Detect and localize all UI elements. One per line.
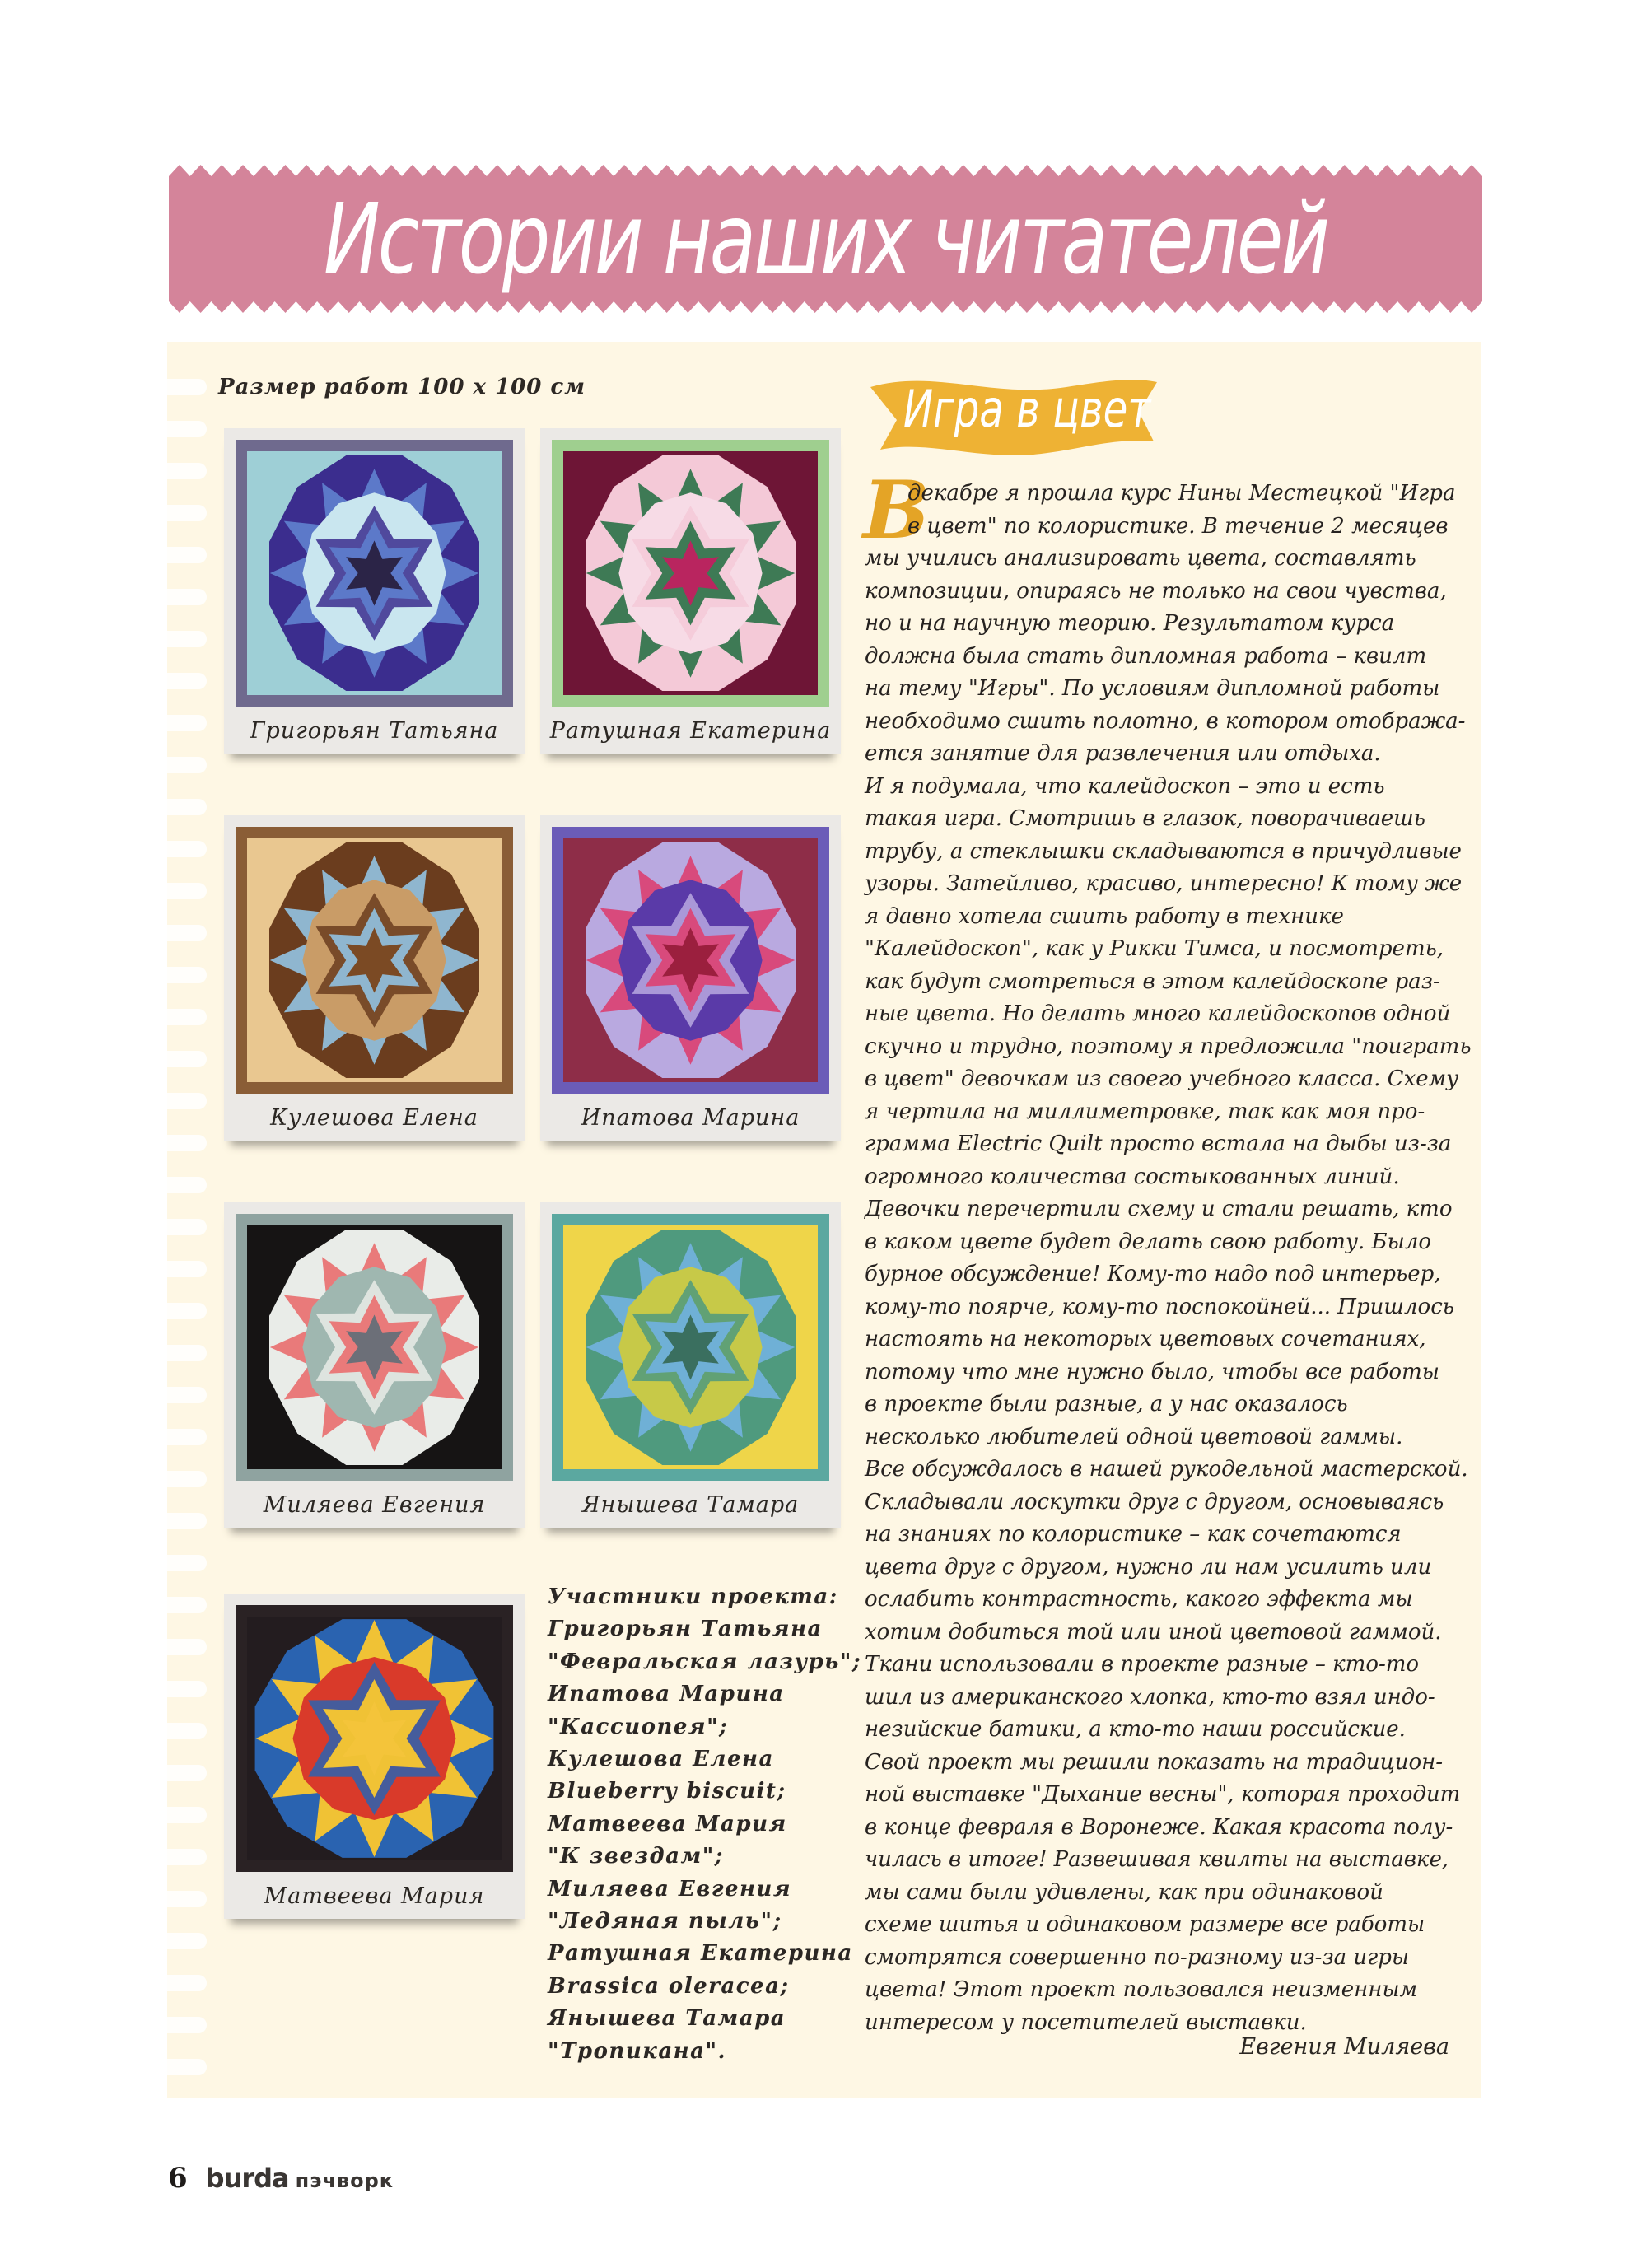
notebook-tab [167, 1639, 207, 1655]
notebook-tab [167, 883, 207, 899]
participant-line: Янышева Тамара [548, 2006, 786, 2032]
article-line: Свой проект мы решили показать на традицион- [865, 1749, 1444, 1775]
notebook-tab [167, 1513, 207, 1529]
brand-logo: burda [205, 2163, 289, 2194]
quilt-author: Кулешова Елена [270, 1105, 478, 1131]
notebook-tab [167, 1009, 207, 1025]
quilt-card [540, 428, 841, 754]
notebook-tab [167, 1849, 207, 1865]
article-line: мы учились анализировать цвета, составлять [865, 546, 1416, 571]
article-line: потому что мне нужно было, чтобы все работы [865, 1359, 1439, 1384]
quilt-photo [552, 827, 829, 1094]
notebook-tab [167, 1303, 207, 1319]
participant-line: Ратушная Екатерина [548, 1941, 853, 1967]
article-line: в конце февраля в Воронеже. Какая красота полу- [865, 1814, 1453, 1840]
article-line: на знаниях по колористике – как сочетаются [865, 1522, 1402, 1547]
article-line: на тему "Игры". По условиям дипломной работы [865, 676, 1440, 701]
article-line: как будут смотреться в этом калейдоскопе раз- [865, 968, 1440, 994]
article-line: кому-то поярче, кому-то поспокойней... Пришлось [865, 1294, 1454, 1319]
participants-heading: Участники проекта: [548, 1584, 838, 1609]
quilt-card [224, 1202, 525, 1528]
participant-line: Blueberry biscuit; [548, 1779, 786, 1804]
article-line: настоять на некоторых цветовых сочетаниях, [865, 1327, 1426, 1351]
article-line: но и на научную теорию. Результатом курса [865, 611, 1395, 636]
participant-line: Григорьян Татьяна [548, 1617, 823, 1642]
quilt-card [540, 815, 841, 1141]
notebook-tab [167, 1429, 207, 1445]
article-line: ослабить контрастность, какого эффекта мы [865, 1587, 1413, 1612]
article-line: Девочки перечертили схему и стали решать, кто [865, 1197, 1453, 1221]
article-line: цвета друг с другом, нужно ли нам усилить или [865, 1554, 1432, 1580]
quilt-pattern [552, 440, 829, 707]
article-line: композиции, опираясь не только на свои чувства, [865, 578, 1447, 604]
quilt-photo [236, 440, 513, 707]
notebook-tab [167, 673, 207, 689]
article-line: шил из американского хлопка, кто-то взял индо- [865, 1684, 1435, 1710]
participant-line: "Ледяная пыль"; [548, 1909, 782, 1934]
article-line: ной выставке "Дыхание весны", которая проходит [865, 1782, 1461, 1807]
article-line: скучно и трудно, поэтому я предложила "поиграть [865, 1034, 1472, 1059]
quilt-card [540, 1202, 841, 1528]
notebook-tab [167, 1387, 207, 1403]
quilt-pattern [236, 440, 513, 707]
article-line: грамма Electric Quilt просто встала на дыбы из-за [865, 1132, 1452, 1156]
notebook-tab [167, 841, 207, 857]
notebook-tab [167, 1345, 207, 1361]
article-line: бурное обсуждение! Кому-то надо под интерьер, [865, 1262, 1441, 1286]
page-footer [168, 2162, 394, 2195]
article-line: узоры. Затейливо, красиво, интересно! К тому же [865, 871, 1463, 896]
notebook-tab [167, 379, 207, 395]
quilt-photo [236, 827, 513, 1094]
article-line: я чертила на миллиметровке, так как моя про- [865, 1099, 1425, 1124]
article-line: трубу, а стеклышки складываются в причудливые [865, 838, 1462, 864]
page-number: 6 [168, 2162, 188, 2195]
brand-subtitle: пэчворк [295, 2169, 394, 2192]
notebook-tab [167, 715, 207, 731]
article-line: интересом у посетителей выставки. [865, 2009, 1307, 2035]
quilt-author: Миляева Евгения [263, 1492, 486, 1518]
participant-line: "Февральская лазурь"; [548, 1649, 862, 1674]
quilt-pattern [236, 827, 513, 1094]
notebook-tab [167, 1933, 207, 1949]
article-line: декабре я прошла курс Нины Местецкой "Игра [907, 481, 1456, 506]
article-line: мы сами были удивлены, как при одинаковой [865, 1879, 1383, 1905]
article-line: несколько любителей одной цветовой гаммы. [865, 1424, 1403, 1449]
page-title: Истории наших читателей [323, 182, 1327, 296]
article-line: хотим добиться той или иной цветовой гаммой. [865, 1619, 1442, 1645]
notebook-tab [167, 1135, 207, 1151]
notebook-tab [167, 1723, 207, 1739]
quilt-card [224, 1594, 525, 1919]
participant-line: Кулешова Елена [548, 1747, 774, 1772]
participant-line: Brassica oleracea; [548, 1973, 790, 1999]
section-ribbon [861, 369, 1165, 468]
notebook-tab [167, 1765, 207, 1781]
article-line: необходимо сшить полотно, в котором отобража- [865, 708, 1466, 734]
article-line: такая игра. Смотришь в глазок, поворачиваешь [865, 806, 1425, 831]
participant-line: Матвеева Мария [548, 1811, 787, 1836]
notebook-tab [167, 1219, 207, 1235]
notebook-tab [167, 1555, 207, 1571]
notebook-tab [167, 1261, 207, 1277]
quilt-card [224, 428, 525, 754]
quilt-author: Григорьян Татьяна [250, 718, 499, 744]
article-line: Складывали лоскутки друг с другом, основываясь [865, 1489, 1444, 1514]
notebook-tab [167, 421, 207, 437]
article-line: в цвет" по колористике. В течение 2 месяцев [907, 513, 1449, 539]
quilt-pattern [236, 1605, 513, 1872]
notebook-tab [167, 631, 207, 647]
article-line: Все обсуждалось в нашей рукодельной мастерской. [865, 1457, 1468, 1482]
quilt-photo [552, 440, 829, 707]
article-line: в каком цвете будет делать свою работу. Было [865, 1229, 1432, 1254]
article-line: в проекте были разные, а у нас оказалось [865, 1392, 1348, 1416]
article-line: ные цвета. Но делать много калейдоскопов одной [865, 1001, 1451, 1026]
notebook-tab [167, 1177, 207, 1193]
quilt-photo [236, 1214, 513, 1481]
participants-list [548, 1581, 861, 2068]
notebook-tab [167, 1051, 207, 1067]
article-line: незийские батики, а кто-то наши российские. [865, 1717, 1406, 1742]
quilt-author: Ипатова Марина [581, 1105, 800, 1131]
notebook-tab [167, 1093, 207, 1109]
size-note: Размер работ 100 х 100 см [218, 375, 586, 399]
notebook-tab [167, 1597, 207, 1613]
notebook-tab [167, 547, 207, 563]
article-line: чилась в итоге! Развешивая квилты на выставке, [865, 1847, 1449, 1872]
participant-line: "Тропикана". [548, 2038, 727, 2064]
notebook-tabs [167, 354, 208, 2084]
participant-line: Ипатова Марина [548, 1682, 785, 1707]
article-line: ется занятие для развлечения или отдыха. [865, 741, 1381, 766]
notebook-tab [167, 967, 207, 983]
participant-line: Миляева Евгения [548, 1876, 792, 1902]
quilt-photo [236, 1605, 513, 1872]
article-line: Ткани использовали в проекте разные – кто-то [865, 1652, 1420, 1677]
quilt-pattern [552, 1214, 829, 1481]
notebook-tab [167, 799, 207, 815]
article-line: И я подумала, что калейдоскоп – это и есть [865, 773, 1385, 799]
notebook-tab [167, 1807, 207, 1823]
quilt-author: Ратушная Екатерина [549, 718, 832, 744]
notebook-tab [167, 1471, 207, 1487]
article-signature: Евгения Миляева [1239, 2034, 1449, 2060]
drop-cap: В [863, 464, 931, 557]
quilt-author: Янышева Тамара [581, 1492, 800, 1518]
article-body [863, 464, 1472, 2039]
article-line: в цвет" девочкам из своего учебного класса. Схему [865, 1066, 1459, 1091]
quilt-pattern [236, 1214, 513, 1481]
notebook-tab [167, 589, 207, 605]
notebook-tab [167, 1891, 207, 1907]
article-line: должна была стать дипломная работа – квилт [865, 643, 1427, 669]
notebook-tab [167, 505, 207, 521]
quilt-photo [552, 1214, 829, 1481]
quilt-pattern [552, 827, 829, 1094]
notebook-tab [167, 1975, 207, 1991]
article-line: огромного количества состыкованных линий. [865, 1164, 1400, 1189]
participant-line: "Кассиопея"; [548, 1714, 729, 1739]
article-line: я давно хотела сшить работу в технике [865, 903, 1344, 929]
notebook-tab [167, 757, 207, 773]
quilt-author: Матвеева Мария [264, 1883, 485, 1909]
article-line: смотрятся совершенно по-разному из-за игры [865, 1944, 1410, 1970]
article-line: схеме шитья и одинаковом размере все работы [865, 1912, 1425, 1937]
article-line: цвета! Этот проект пользовался неизменным [865, 1977, 1418, 2002]
article-line: "Калейдоскоп", как у Рикки Тимса, и посмотреть, [865, 936, 1444, 961]
notebook-tab [167, 925, 207, 941]
notebook-tab [167, 463, 207, 479]
participant-line: "К звездам"; [548, 1844, 724, 1869]
notebook-tab [167, 1681, 207, 1697]
section-title: Игра в цвет [903, 379, 1151, 439]
notebook-tab [167, 2017, 207, 2033]
title-banner [169, 165, 1482, 313]
quilt-card [224, 815, 525, 1141]
notebook-tab [167, 2059, 207, 2075]
